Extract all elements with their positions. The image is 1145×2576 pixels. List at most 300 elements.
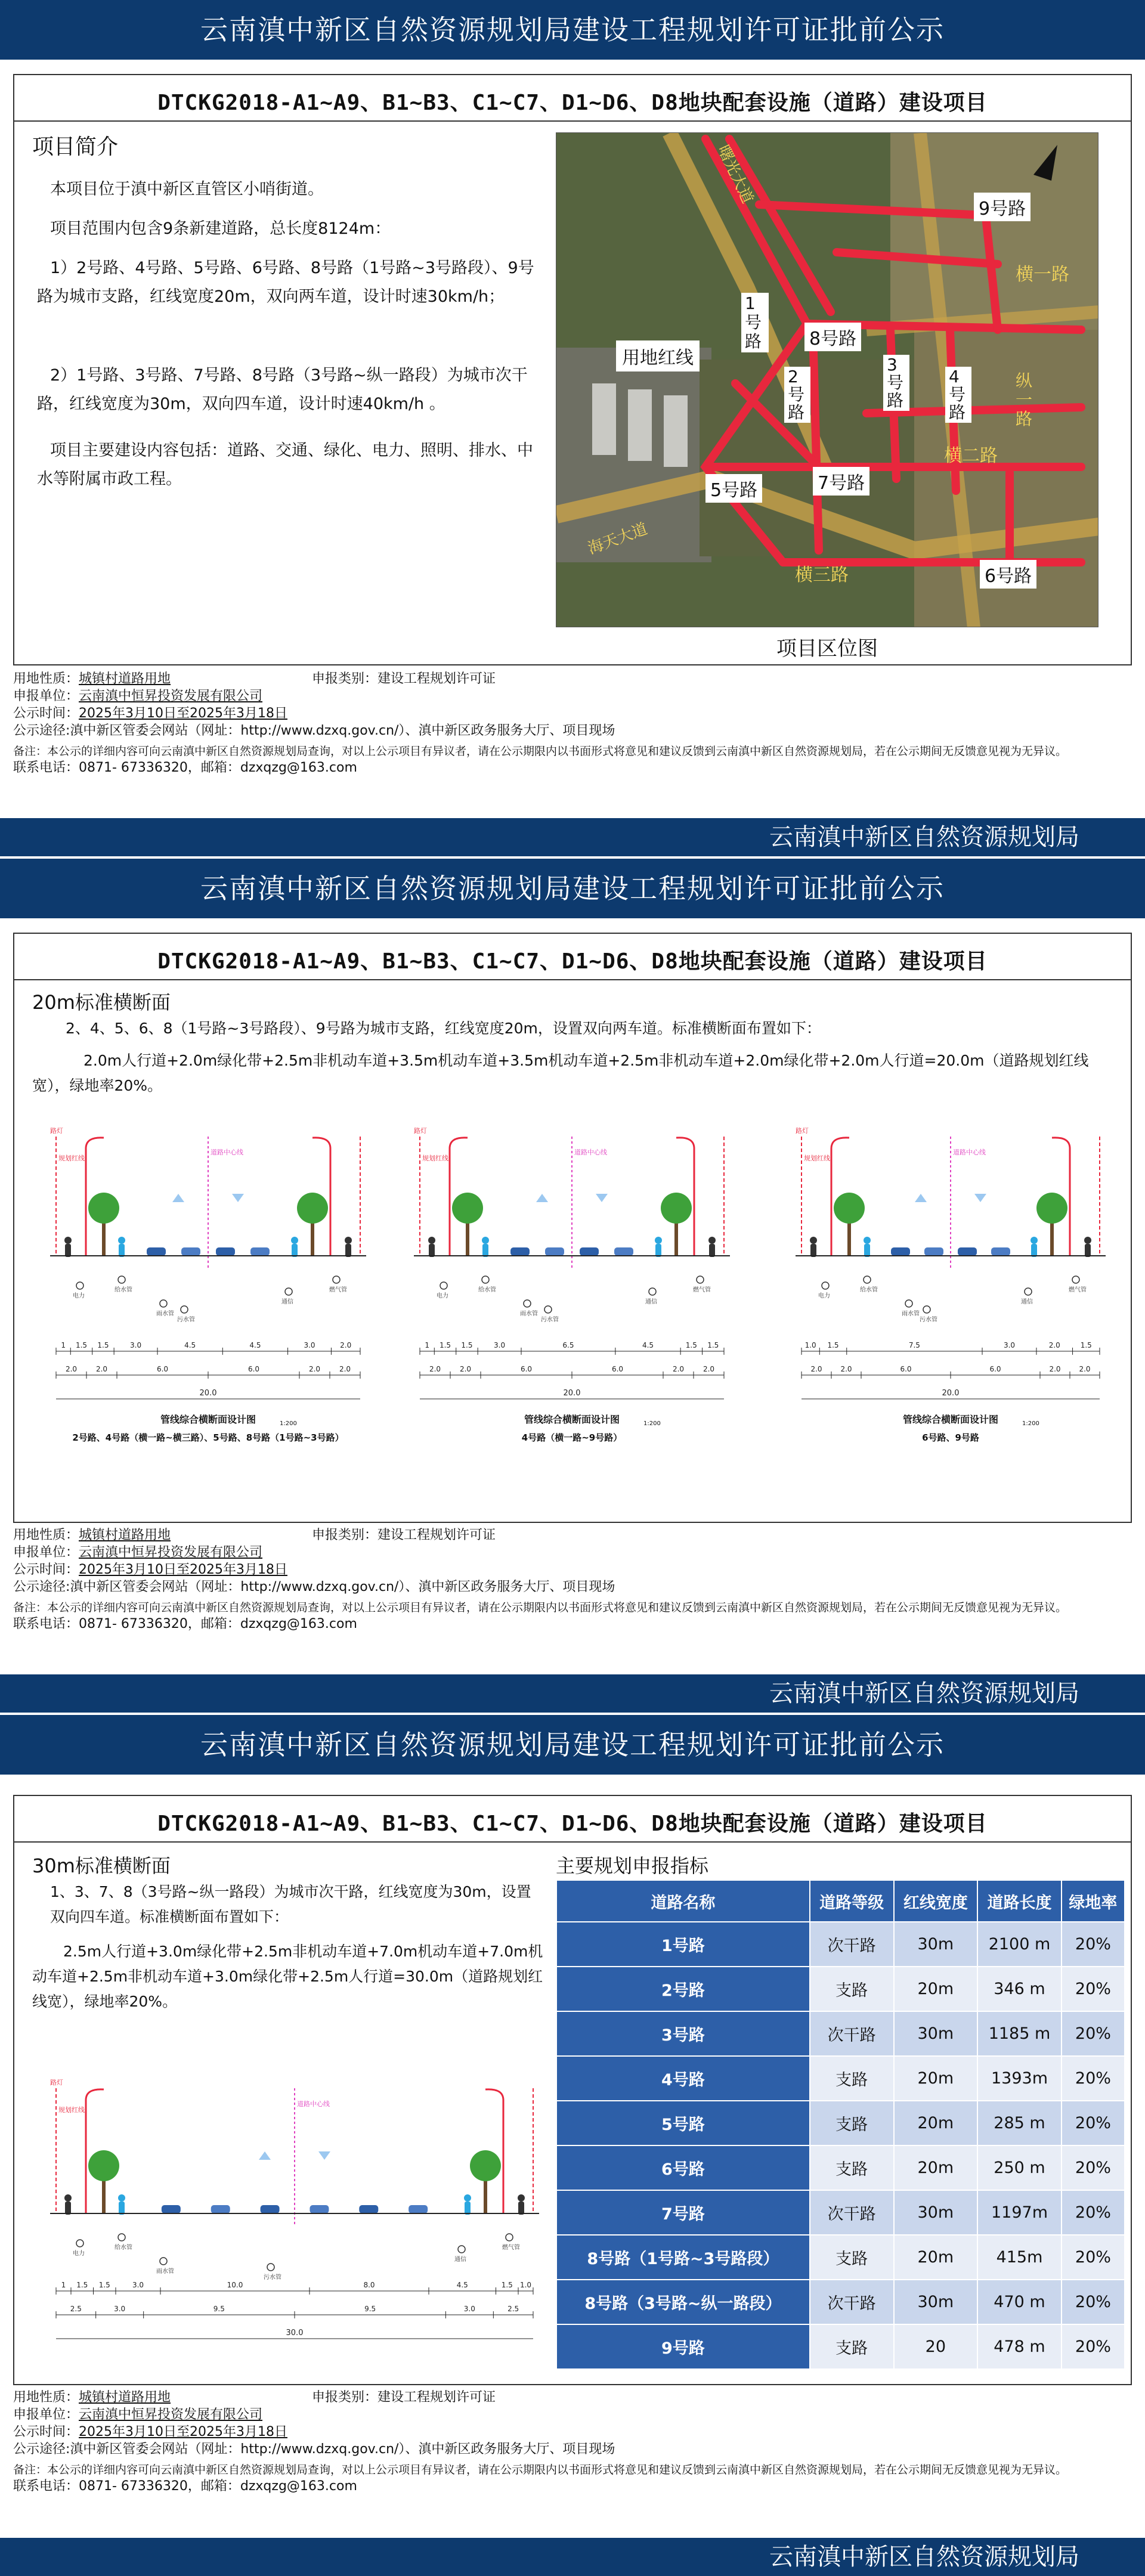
period-label: 公示时间： — [13, 1562, 79, 1577]
pipe-icon — [544, 1306, 552, 1313]
person-body — [518, 2202, 524, 2215]
project-title: DTCKG2018-A1~A9、B1~B3、C1~C7、D1~D6、D8地块配套设施（道路）建设项目 — [157, 91, 988, 115]
page2-banner: 云南滇中新区自然资源规划局建设工程规划许可证批前公示 — [0, 859, 1145, 918]
pipe-label: 污水管 — [177, 1317, 195, 1323]
dim-value: 4.5 — [249, 1341, 261, 1349]
table-cell: 20% — [1062, 2190, 1125, 2235]
table-cell: 次干路 — [810, 2280, 894, 2324]
lamp-label: 路灯 — [50, 1127, 63, 1135]
intro-p3: 1）2号路、4号路、5号路、6号路、8号路（1号路~3号路段）、9号路为城市支路，红线宽度20m，双向两车道，设计时速30km/h； — [37, 259, 534, 306]
land-type-label: 用地性质： — [13, 1528, 79, 1543]
center-line-label: 道路中心线 — [953, 1148, 986, 1156]
pipe-icon — [1072, 1276, 1079, 1283]
person-head — [345, 1237, 352, 1244]
person-head — [64, 2194, 72, 2202]
channels: 公示途径:滇中新区管委会网站（网址：http://www.dzxq.gov.cn/）、滇中新区政务服务大厅、项目现场 — [13, 723, 615, 738]
table-title: 主要规划申报指标 — [556, 1854, 709, 1877]
table-row — [556, 2011, 1125, 2056]
section-title: 30m标准横断面 — [32, 1854, 171, 1877]
apply-type-label: 申报类别： — [312, 1528, 378, 1543]
section-title: 项目简介 — [32, 135, 119, 159]
page1-panel — [13, 74, 1132, 665]
dim-value: 10.0 — [227, 2281, 243, 2289]
tree-crown — [297, 1193, 328, 1224]
table-cell: 415m — [977, 2235, 1062, 2280]
person-head — [655, 1237, 662, 1244]
person-head — [118, 1237, 125, 1244]
map-caption: 项目区位图 — [776, 637, 878, 661]
plan-title: 管线综合横断面设计图 — [160, 1414, 256, 1425]
apply-type-value: 建设工程规划许可证 — [377, 671, 496, 686]
car-icon — [891, 1247, 910, 1256]
car-icon — [250, 1247, 270, 1256]
person-body — [482, 1244, 488, 1257]
person-head — [708, 1237, 716, 1244]
dim-total: 20.0 — [942, 1389, 960, 1398]
dim-value: 4.5 — [184, 1341, 196, 1349]
section-diagram-1 — [38, 1125, 378, 1506]
table-cell: 4号路 — [556, 2056, 810, 2101]
map-label-r5: 5号路 — [705, 474, 762, 503]
table-row — [556, 2235, 1125, 2280]
map-label-shuguang: 曙光大道 — [714, 143, 757, 207]
person-head — [464, 2194, 471, 2202]
note: 备注：本公示的详细内容可向云南滇中新区自然资源规划局查询，对以上公示项目有异议者，请在公示期限内以书面形式将意见和建议反馈到云南滇中新区自然资源规划局，若在公示期间无反馈意见视为无异议。 — [13, 2463, 1067, 2476]
person-head — [518, 2194, 525, 2202]
center-line-label: 道路中心线 — [297, 2100, 330, 2108]
dim-value: 9.5 — [213, 2305, 225, 2313]
land-type-value: 城镇村道路用地 — [79, 1528, 171, 1543]
para-2: 2.0m人行道+2.0m绿化带+2.5m非机动车道+3.5m机动车道+3.5m机动车道+2.5m非机动车道+2.0m绿化带+2.0m人行道=20.0m（道路规划红线宽），绿地率20%。 — [32, 1052, 1089, 1094]
table-cell: 20% — [1062, 2056, 1125, 2101]
dim-value: 1.5 — [75, 1341, 88, 1349]
table-cell: 7号路 — [556, 2190, 810, 2235]
note: 备注：本公示的详细内容可向云南滇中新区自然资源规划局查询，对以上公示项目有异议者，请在公示期限内以书面形式将意见和建议反馈到云南滇中新区自然资源规划局，若在公示期间无反馈意见视为无异议。 — [13, 745, 1067, 758]
pipe-label: 给水管 — [114, 2244, 132, 2251]
map-label-red-line: 用地红线 — [616, 340, 700, 371]
lamp-label: 路灯 — [796, 1127, 809, 1135]
applicant-value: 云南滇中恒昇投资发展有限公司 — [79, 689, 263, 704]
table-cell: 346 m — [977, 1967, 1062, 2011]
table-cell: 支路 — [810, 1967, 894, 2011]
table-cell: 20% — [1062, 1967, 1125, 2011]
table-cell: 1393m — [977, 2056, 1062, 2101]
table-cell: 285 m — [977, 2101, 1062, 2145]
arrow-down-icon — [974, 1194, 986, 1202]
plan-scale: 1:200 — [643, 1420, 661, 1427]
map-label-haitian: 海天大道 — [585, 519, 650, 558]
intro-p2: 项目范围内包含9条新建道路，总长度8124m： — [50, 219, 391, 238]
dim-value: 1 — [61, 2281, 66, 2289]
car-icon — [958, 1247, 977, 1256]
page3-info — [13, 2389, 1132, 2495]
table-cell: 次干路 — [810, 2190, 894, 2235]
person-head — [428, 1237, 435, 1244]
pipe-label: 燃气管 — [329, 1287, 347, 1293]
red-line-label: 规划红线 — [58, 1154, 85, 1162]
lamp-label: 路灯 — [50, 2079, 63, 2086]
dim-value: 4.5 — [456, 2281, 468, 2289]
dim-value: 2.0 — [840, 1365, 852, 1373]
applicant-label: 申报单位： — [13, 1545, 79, 1560]
car-icon — [211, 2205, 230, 2213]
dim-value: 1.5 — [76, 2281, 88, 2289]
project-title: DTCKG2018-A1~A9、B1~B3、C1~C7、D1~D6、D8地块配套设施（道路）建设项目 — [157, 1812, 988, 1836]
dim-value: 6.0 — [247, 1365, 260, 1373]
page1-footer: 云南滇中新区自然资源规划局 — [0, 818, 1145, 856]
dim-value: 1.5 — [685, 1341, 697, 1349]
table-cell: 6号路 — [556, 2145, 810, 2190]
table-cell: 30m — [894, 2011, 978, 2056]
table-cell: 20% — [1062, 1922, 1125, 1967]
map-label-heng2: 横二路 — [944, 445, 998, 466]
map-label-r9: 9号路 — [974, 193, 1030, 221]
dim-value: 8.0 — [363, 2281, 375, 2289]
dim-value: 1.5 — [707, 1341, 719, 1349]
period-label: 公示时间： — [13, 706, 79, 721]
table-cell: 470 m — [977, 2280, 1062, 2324]
section-title: 20m标准横断面 — [32, 991, 171, 1014]
separator — [0, 1655, 1145, 1666]
table-cell: 8号路（1号路~3号路段） — [556, 2235, 810, 2280]
dim-value: 6.5 — [562, 1341, 574, 1349]
project-title: DTCKG2018-A1~A9、B1~B3、C1~C7、D1~D6、D8地块配套设施（道路）建设项目 — [157, 949, 988, 974]
dim-value: 6.0 — [900, 1365, 912, 1373]
table-cell: 30m — [894, 1922, 978, 1967]
map-label-r2: 2号路 — [784, 367, 810, 423]
pipe-icon — [181, 1306, 188, 1313]
intro-p1: 本项目位于滇中新区直管区小哨街道。 — [50, 180, 324, 199]
dim-value: 1.5 — [98, 2281, 110, 2289]
dim-value: 3.0 — [132, 2281, 144, 2289]
pipe-icon — [118, 1276, 125, 1283]
location-map — [556, 132, 1098, 627]
table-row — [556, 1967, 1125, 2011]
table-cell: 支路 — [810, 2056, 894, 2101]
pipe-label: 雨水管 — [156, 1311, 174, 1317]
land-type-value: 城镇村道路用地 — [79, 671, 171, 686]
table-cell: 20% — [1062, 2324, 1125, 2369]
divider — [14, 120, 1131, 122]
arrow-up-icon — [259, 2151, 271, 2160]
table-cell: 支路 — [810, 2101, 894, 2145]
dim-total: 20.0 — [199, 1389, 217, 1398]
apply-type-value: 建设工程规划许可证 — [377, 1528, 496, 1543]
apply-type-label: 申报类别： — [312, 2390, 378, 2405]
person-head — [864, 1237, 871, 1244]
tree-crown — [452, 1193, 483, 1224]
map-label-r6: 6号路 — [980, 560, 1036, 589]
pipe-icon — [923, 1306, 930, 1313]
car-icon — [614, 1247, 633, 1256]
dim-value: 2.0 — [340, 1341, 352, 1349]
car-icon — [924, 1247, 943, 1256]
pipe-label: 雨水管 — [156, 2268, 174, 2275]
pipe-label: 给水管 — [478, 1287, 496, 1293]
applicant-label: 申报单位： — [13, 689, 79, 704]
person-body — [810, 1244, 816, 1257]
page3-panel — [13, 1795, 1132, 2385]
applicant-value: 云南滇中恒昇投资发展有限公司 — [79, 2407, 263, 2422]
car-icon — [261, 2205, 280, 2213]
table-cell: 8号路（3号路~纵一路段） — [556, 2280, 810, 2324]
dim-value: 1.0 — [519, 2281, 532, 2289]
table-cell: 30m — [894, 2190, 978, 2235]
plan-caption: 6号路、9号路 — [922, 1432, 979, 1443]
pipe-icon — [506, 2234, 513, 2241]
dim-value: 2.0 — [1049, 1365, 1061, 1373]
note: 备注：本公示的详细内容可向云南滇中新区自然资源规划局查询，对以上公示项目有异议者，请在公示期限内以书面形式将意见和建议反馈到云南滇中新区自然资源规划局，若在公示期间无反馈意见视为无异议。 — [13, 1601, 1067, 1614]
pipe-label: 通信 — [454, 2256, 466, 2263]
table-cell: 5号路 — [556, 2101, 810, 2145]
lamp-label: 路灯 — [414, 1127, 427, 1135]
section-diagram-3 — [784, 1125, 1118, 1506]
dim-value: 1.5 — [461, 1341, 473, 1349]
tree-crown — [88, 1193, 119, 1224]
dim-value: 3.0 — [494, 1341, 506, 1349]
table-header-0: 道路名称 — [556, 1880, 810, 1922]
pipe-label: 燃气管 — [693, 1287, 711, 1293]
plan-caption: 2号路、4号路（横一路~横三路）、5号路、8号路（1号路~3号路） — [72, 1432, 344, 1443]
contact: 联系电话：0871- 67336320，邮箱：dzxqzg@163.com — [13, 2479, 357, 2494]
car-icon — [545, 1247, 564, 1256]
table-cell: 9号路 — [556, 2324, 810, 2369]
map-label-r4: 4号路 — [945, 367, 971, 423]
period-value: 2025年3月10日至2025年3月18日 — [79, 706, 287, 721]
dim-value: 4.5 — [642, 1341, 654, 1349]
tree-crown — [1036, 1193, 1067, 1224]
person-body — [709, 1244, 715, 1257]
person-body — [655, 1244, 661, 1257]
dim-value: 2.0 — [65, 1365, 78, 1373]
table-cell: 20m — [894, 2056, 978, 2101]
pipe-label: 给水管 — [860, 1287, 878, 1293]
table-row — [556, 2324, 1125, 2369]
arrow-up-icon — [915, 1194, 927, 1202]
dim-value: 9.5 — [364, 2305, 376, 2313]
page1-info — [13, 670, 1132, 776]
table-cell: 20m — [894, 2235, 978, 2280]
arrow-up-icon — [172, 1194, 184, 1202]
dim-value: 1 — [425, 1341, 429, 1349]
car-icon — [216, 1247, 235, 1256]
dim-value: 6.0 — [989, 1365, 1001, 1373]
dim-value: 3.0 — [114, 2305, 126, 2313]
land-type-label: 用地性质： — [13, 2390, 79, 2405]
person-body — [65, 1244, 71, 1257]
table-cell: 2100 m — [977, 1922, 1062, 1967]
indicator-table — [556, 1880, 1125, 2370]
section-diagram-30m — [38, 2076, 551, 2368]
table-cell: 30m — [894, 2280, 978, 2324]
person-body — [1031, 1244, 1037, 1257]
para-1: 2、4、5、6、8（1号路~3号路段）、9号路为城市支路，红线宽度20m，设置双向两车道。标准横断面布置如下： — [66, 1020, 821, 1037]
car-icon — [359, 2205, 378, 2213]
page2-info — [13, 1527, 1132, 1633]
pipe-label: 电力 — [73, 1293, 85, 1299]
person-head — [1084, 1237, 1091, 1244]
table-cell: 20 — [894, 2324, 978, 2369]
car-icon — [510, 1247, 530, 1256]
plan-scale: 1:200 — [280, 1420, 297, 1427]
para-2: 2.5m人行道+3.0m绿化带+2.5m非机动车道+7.0m机动车道+7.0m机动车道+2.5m非机动车道+3.0m绿化带+2.5m人行道=30.0m（道路规划红线宽），绿地率20%。 — [32, 1943, 543, 2010]
map-label-zong1: 纵一路 — [1016, 371, 1033, 429]
map-label-r3: 3号路 — [883, 355, 909, 411]
dim-value: 2.0 — [459, 1365, 472, 1373]
table-header-3: 道路长度 — [977, 1880, 1062, 1922]
table-cell: 478 m — [977, 2324, 1062, 2369]
pipe-icon — [76, 2240, 83, 2247]
dim-value: 1.5 — [97, 1341, 109, 1349]
pipe-icon — [267, 2264, 274, 2271]
table-row — [556, 2101, 1125, 2145]
pipe-label: 通信 — [645, 1299, 657, 1305]
pipe-label: 燃气管 — [1069, 1287, 1087, 1293]
table-cell: 20% — [1062, 2280, 1125, 2324]
person-body — [65, 2202, 71, 2215]
contact: 联系电话：0871- 67336320，邮箱：dzxqzg@163.com — [13, 760, 357, 775]
center-line-label: 道路中心线 — [574, 1148, 607, 1156]
pipe-icon — [440, 1282, 447, 1289]
dim-value: 1.5 — [1080, 1341, 1092, 1349]
plan-title: 管线综合横断面设计图 — [902, 1414, 999, 1425]
table-cell: 1号路 — [556, 1922, 810, 1967]
applicant-label: 申报单位： — [13, 2407, 79, 2422]
dim-value: 7.5 — [908, 1341, 920, 1349]
map-label-r8: 8号路 — [804, 323, 861, 351]
table-cell: 250 m — [977, 2145, 1062, 2190]
dim-value: 6.0 — [611, 1365, 624, 1373]
person-body — [465, 2202, 471, 2215]
page2-panel — [13, 933, 1132, 1523]
pipe-icon — [76, 1282, 83, 1289]
pipe-label: 污水管 — [264, 2274, 281, 2281]
pipe-icon — [649, 1288, 656, 1295]
car-icon — [310, 2205, 329, 2213]
pipe-icon — [822, 1282, 829, 1289]
pipe-label: 电力 — [73, 2250, 85, 2257]
center-line-label: 道路中心线 — [211, 1148, 243, 1156]
dim-value: 1.5 — [439, 1341, 451, 1349]
pipe-label: 通信 — [1021, 1299, 1033, 1305]
pipe-label: 电力 — [818, 1293, 830, 1299]
person-head — [1030, 1237, 1038, 1244]
dim-value: 2.0 — [1048, 1341, 1060, 1349]
table-header-4: 绿地率 — [1062, 1880, 1125, 1922]
apply-type-value: 建设工程规划许可证 — [377, 2390, 496, 2405]
pipe-label: 电力 — [437, 1293, 448, 1299]
table-cell: 支路 — [810, 2145, 894, 2190]
table-cell: 2号路 — [556, 1967, 810, 2011]
pipe-icon — [160, 1300, 167, 1307]
table-header-1: 道路等级 — [810, 1880, 894, 1922]
car-icon — [181, 1247, 200, 1256]
car-icon — [991, 1247, 1010, 1256]
period-value: 2025年3月10日至2025年3月18日 — [79, 2425, 287, 2439]
dim-value: 2.0 — [339, 1365, 351, 1373]
person-body — [292, 1244, 298, 1257]
dim-value: 1.5 — [827, 1341, 839, 1349]
tree-crown — [661, 1193, 692, 1224]
para-1: 1、3、7、8（3号路~纵一路段）为城市次干路，红线宽度为30m，设置双向四车道。标准横断面布置如下： — [50, 1883, 531, 1925]
person-head — [118, 2194, 125, 2202]
applicant-value: 云南滇中恒昇投资发展有限公司 — [79, 1545, 263, 1560]
table-cell: 20% — [1062, 2235, 1125, 2280]
channels: 公示途径:滇中新区管委会网站（网址：http://www.dzxq.gov.cn/）、滇中新区政务服务大厅、项目现场 — [13, 2442, 615, 2457]
dim-value: 1 — [61, 1341, 66, 1349]
person-head — [810, 1237, 817, 1244]
divider — [14, 979, 1131, 980]
tree-crown — [470, 2150, 501, 2181]
table-cell: 次干路 — [810, 2011, 894, 2056]
dim-value: 2.5 — [70, 2305, 82, 2313]
person-body — [345, 1244, 351, 1257]
person-head — [482, 1237, 489, 1244]
period-label: 公示时间： — [13, 2425, 79, 2439]
car-icon — [409, 2205, 428, 2213]
person-body — [1085, 1244, 1091, 1257]
pipe-label: 雨水管 — [520, 1311, 538, 1317]
page2-footer: 云南滇中新区自然资源规划局 — [0, 1674, 1145, 1713]
contact: 联系电话：0871- 67336320，邮箱：dzxqzg@163.com — [13, 1617, 357, 1631]
pipe-icon — [458, 2246, 465, 2253]
table-cell: 20m — [894, 2101, 978, 2145]
person-body — [119, 2202, 125, 2215]
dim-value: 2.0 — [95, 1365, 108, 1373]
dim-value: 1.5 — [501, 2281, 513, 2289]
table-cell: 20% — [1062, 2145, 1125, 2190]
table-header-2: 红线宽度 — [894, 1880, 978, 1922]
pipe-label: 污水管 — [541, 1317, 559, 1323]
dim-value: 6.0 — [520, 1365, 533, 1373]
dim-value: 2.0 — [810, 1365, 822, 1373]
divider — [14, 1841, 1131, 1843]
period-value: 2025年3月10日至2025年3月18日 — [79, 1562, 287, 1577]
intro-p5: 项目主要建设内容包括：道路、交通、绿化、电力、照明、排水、中水等附属市政工程。 — [37, 441, 533, 488]
arrow-down-icon — [318, 2151, 330, 2160]
dim-value: 2.0 — [308, 1365, 321, 1373]
dim-total: 30.0 — [286, 2329, 304, 2337]
arrow-up-icon — [536, 1194, 548, 1202]
dim-value: 3.0 — [1003, 1341, 1016, 1349]
land-type-value: 城镇村道路用地 — [79, 2390, 171, 2405]
pipe-label: 雨水管 — [902, 1311, 920, 1317]
pipe-label: 燃气管 — [502, 2244, 520, 2251]
red-line-label: 规划红线 — [58, 2106, 85, 2114]
table-cell: 支路 — [810, 2235, 894, 2280]
red-line-label: 规划红线 — [422, 1154, 448, 1162]
person-head — [291, 1237, 298, 1244]
tree-crown — [834, 1193, 865, 1224]
pipe-label: 通信 — [281, 1299, 293, 1305]
pipe-icon — [285, 1288, 292, 1295]
pipe-icon — [333, 1276, 340, 1283]
person-body — [119, 1244, 125, 1257]
dim-value: 1.0 — [804, 1341, 816, 1349]
intro-p4: 2）1号路、3号路、7号路、8号路（3号路~纵一路段）为城市次干路，红线宽度为30m，双向四车道，设计时速40km/h 。 — [37, 366, 528, 413]
dim-value: 2.5 — [507, 2305, 519, 2313]
pipe-icon — [160, 2258, 167, 2265]
table-row — [556, 2280, 1125, 2324]
table-cell: 20m — [894, 2145, 978, 2190]
dim-value: 3.0 — [304, 1341, 315, 1349]
car-icon — [147, 1247, 166, 1256]
separator — [0, 799, 1145, 810]
tree-crown — [88, 2150, 119, 2181]
table-cell: 次干路 — [810, 1922, 894, 1967]
person-body — [429, 1244, 435, 1257]
dim-value: 2.0 — [1079, 1365, 1091, 1373]
